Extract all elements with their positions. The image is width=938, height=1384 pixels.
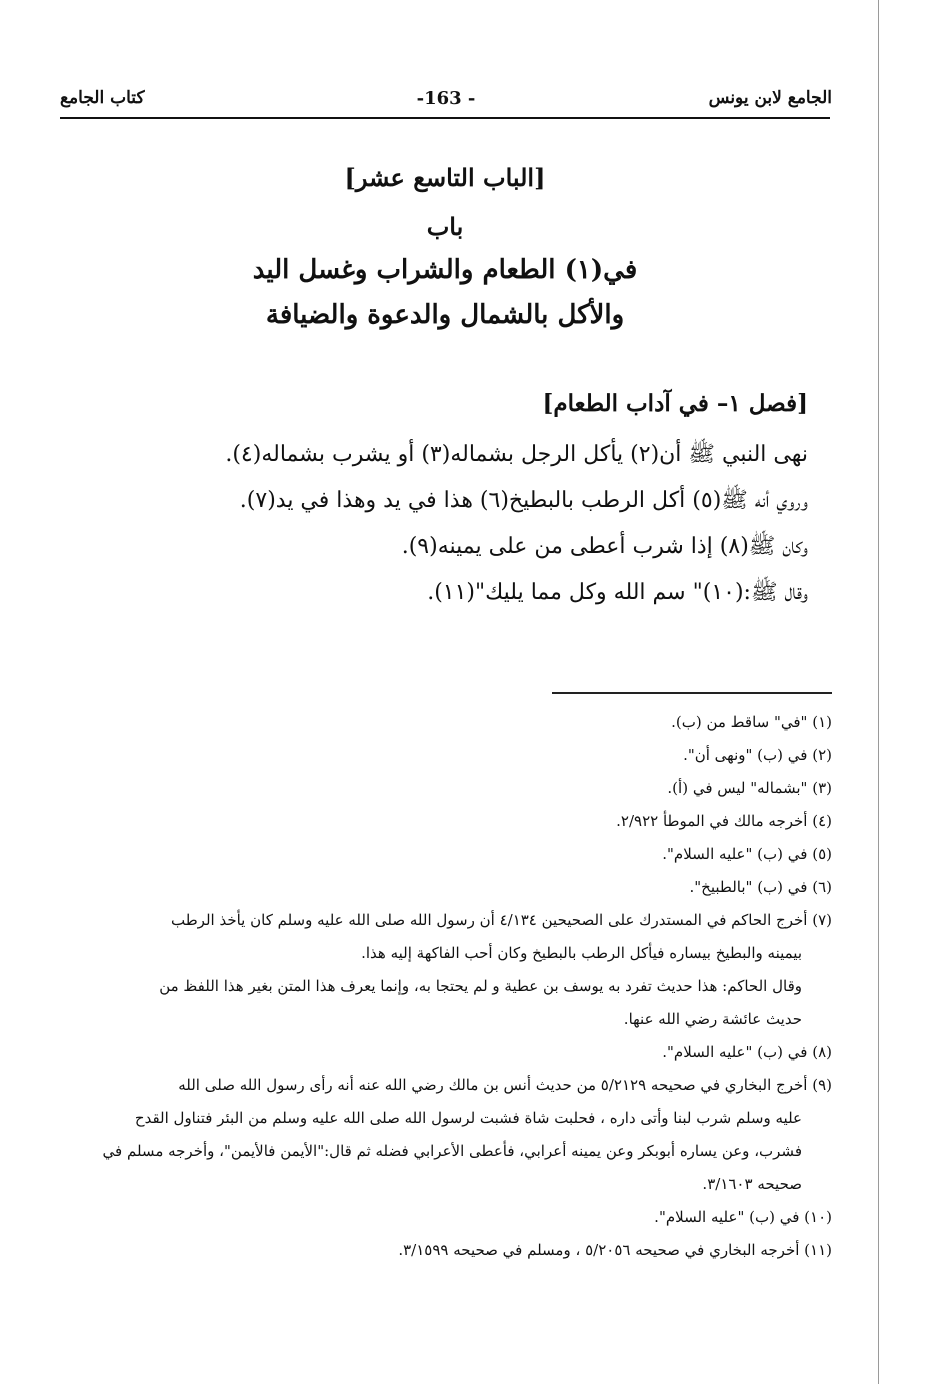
chapter-title: [الباب التاسع عشر] xyxy=(344,163,546,192)
body-text xyxy=(108,432,808,616)
footnote-7-line1: (٧) أخرج الحاكم في المستدرك على الصحيحين ٤/١٣٤ أن رسول الله صلى الله عليه وسلم كان يأخذ الرطب xyxy=(171,911,832,929)
body-line: نهى النبي ﷺ أن(٢) يأكل الرجل بشماله(٣) أو يشرب بشماله(٤). xyxy=(225,442,808,467)
header-divider xyxy=(60,117,830,119)
footnote-11: (١١) أخرجه البخاري في صحيحه ٥/٢٠٥٦ ، ومسلم في صحيحه ٣/١٥٩٩. xyxy=(398,1241,832,1259)
footnote-5: (٥) في (ب) "عليه السلام". xyxy=(662,845,832,863)
page-number: -163 - xyxy=(416,88,476,109)
footnote-10: (١٠) في (ب) "عليه السلام". xyxy=(654,1208,832,1226)
footnote-4: (٤) أخرجه مالك في الموطأ ٢/٩٢٢. xyxy=(616,812,832,830)
chapter-topic-line1: في(١) الطعام والشراب وغسل اليد xyxy=(252,255,638,285)
body-line: وروي أنه ﷺ(٥) أكل الرطب بالبطيخ(٦) هذا في يد وهذا في يد(٧). xyxy=(239,488,808,513)
footnote-7-line2: بيمينه والبطيخ بيساره فيأكل الرطب بالبطيخ وكان أحب الفاكهة إليه هذا. xyxy=(361,944,802,962)
section-heading: [فصل ١– في آداب الطعام] xyxy=(542,390,808,417)
footnotes xyxy=(60,706,832,1267)
footnote-9-line2: عليه وسلم شرب لبنا وأتى داره ، فحلبت شاة فشبت لرسول الله صلى الله عليه وسلم من البئر فتناول القدح xyxy=(134,1109,802,1127)
footnote-8: (٨) في (ب) "عليه السلام". xyxy=(662,1043,832,1061)
body-line: وقال ﷺ:(١٠)" سم الله وكل مما يليك"(١١). xyxy=(427,580,808,605)
footnote-3: (٣) "بشماله" ليس في (أ). xyxy=(667,779,832,797)
running-header xyxy=(60,88,832,120)
footnote-2: (٢) في (ب) "ونهى أن". xyxy=(683,746,832,764)
footnote-9-line4: صحيحه ٣/١٦٠٣. xyxy=(702,1175,802,1193)
body-line: وكان ﷺ(٨) إذا شرب أعطى من على يمينه(٩). xyxy=(401,534,808,559)
footnote-7-line3: وقال الحاكم: هذا حديث تفرد به يوسف بن عطية و لم يحتجا به، وإنما يعرف هذا المتن بغير هذا اللفظ من xyxy=(159,977,802,995)
page-edge-line xyxy=(878,0,879,1384)
footnote-6: (٦) في (ب) "بالطبيخ". xyxy=(689,878,832,896)
footnote-9-line3: فشرب، وعن يساره أبوبكر وعن يمينه أعرابي، فأعطى الأعرابي فضله ثم قال:"الأيمن فالأيمن"، وأخرجه مسلم في xyxy=(102,1142,802,1160)
chapter-subtitle-bab: باب xyxy=(426,212,464,241)
header-book-title: الجامع لابن يونس xyxy=(708,88,832,108)
footnote-1: (١) "في" ساقط من (ب). xyxy=(671,713,832,731)
chapter-topic-line2: والأكل بالشمال والدعوة والضيافة xyxy=(265,300,625,330)
footnote-divider xyxy=(552,692,832,694)
footnote-7-line4: حديث عائشة رضي الله عنها. xyxy=(623,1010,802,1028)
header-chapter: كتاب الجامع xyxy=(60,88,145,108)
footnote-9-line1: (٩) أخرج البخاري في صحيحه ٥/٢١٢٩ من حديث أنس بن مالك رضي الله عنه أنه رأى رسول الله صلى الله xyxy=(178,1076,832,1094)
